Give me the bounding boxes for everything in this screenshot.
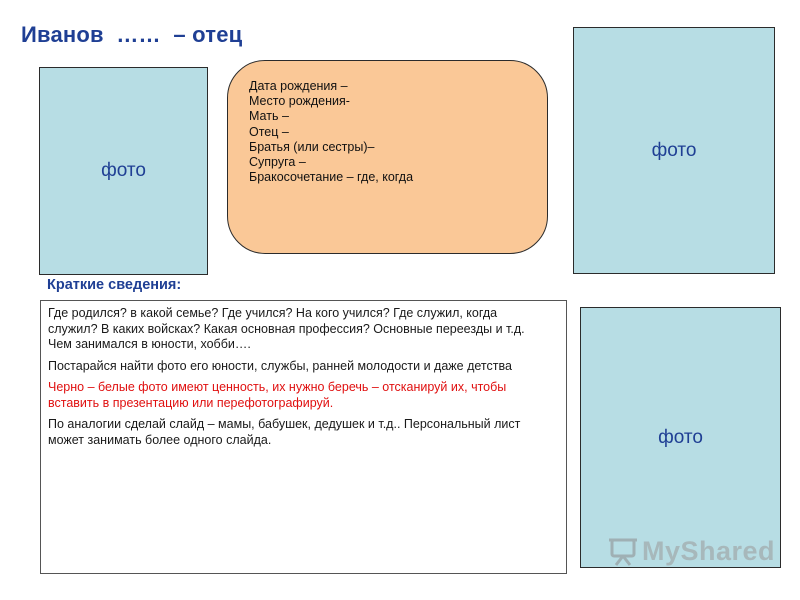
watermark [606,536,775,567]
summary-paragraph-photos: Постарайся найти фото его юности, службы, ранней молодости и даже детства [48,358,512,373]
bio-line-birth-date: Дата рождения – [249,79,348,93]
photo-label: фото [658,426,703,448]
photo-label: фото [101,160,146,181]
watermark-text: MyShared [642,536,776,566]
summary-text-box [40,300,567,574]
photo-label: фото [651,139,697,161]
photo-placeholder-top-right [573,27,775,274]
summary-heading: Краткие сведения: [47,277,182,293]
bio-line-mother: Мать – [249,109,289,124]
summary-paragraph-warning: Черно – белые фото имеют ценность, их нужно беречь – отсканируй их, чтобы вставить в презентацию или перефотографируй. [48,380,507,410]
presentation-board-icon [606,537,640,567]
bio-line-father: Отец – [249,124,289,139]
page-title: Иванов …… – отец [21,22,243,47]
bio-line-spouse: Супруга – [249,155,306,170]
bio-card [227,60,548,254]
summary-paragraph-analogy: По аналогии сделай слайд – мамы, бабушек, дедушек и т.д.. Персональный лист может занимать более одного слайда. [48,417,521,447]
bio-line-birth-place: Место рождения- [249,94,350,109]
bio-line-siblings: Братья (или сестры)– [249,139,375,154]
photo-placeholder-left [39,67,208,275]
summary-paragraph-questions: Где родился? в какой семье? Где учился? На кого учился? Где служил, когда служил? В каких войсках? Какая основная профессия? Основные переезды и т.д. Чем занимался в юности, хобби…. [48,306,525,351]
bio-line-marriage: Бракосочетание – где, когда [249,170,414,185]
photo-placeholder-bottom-right [580,307,781,568]
